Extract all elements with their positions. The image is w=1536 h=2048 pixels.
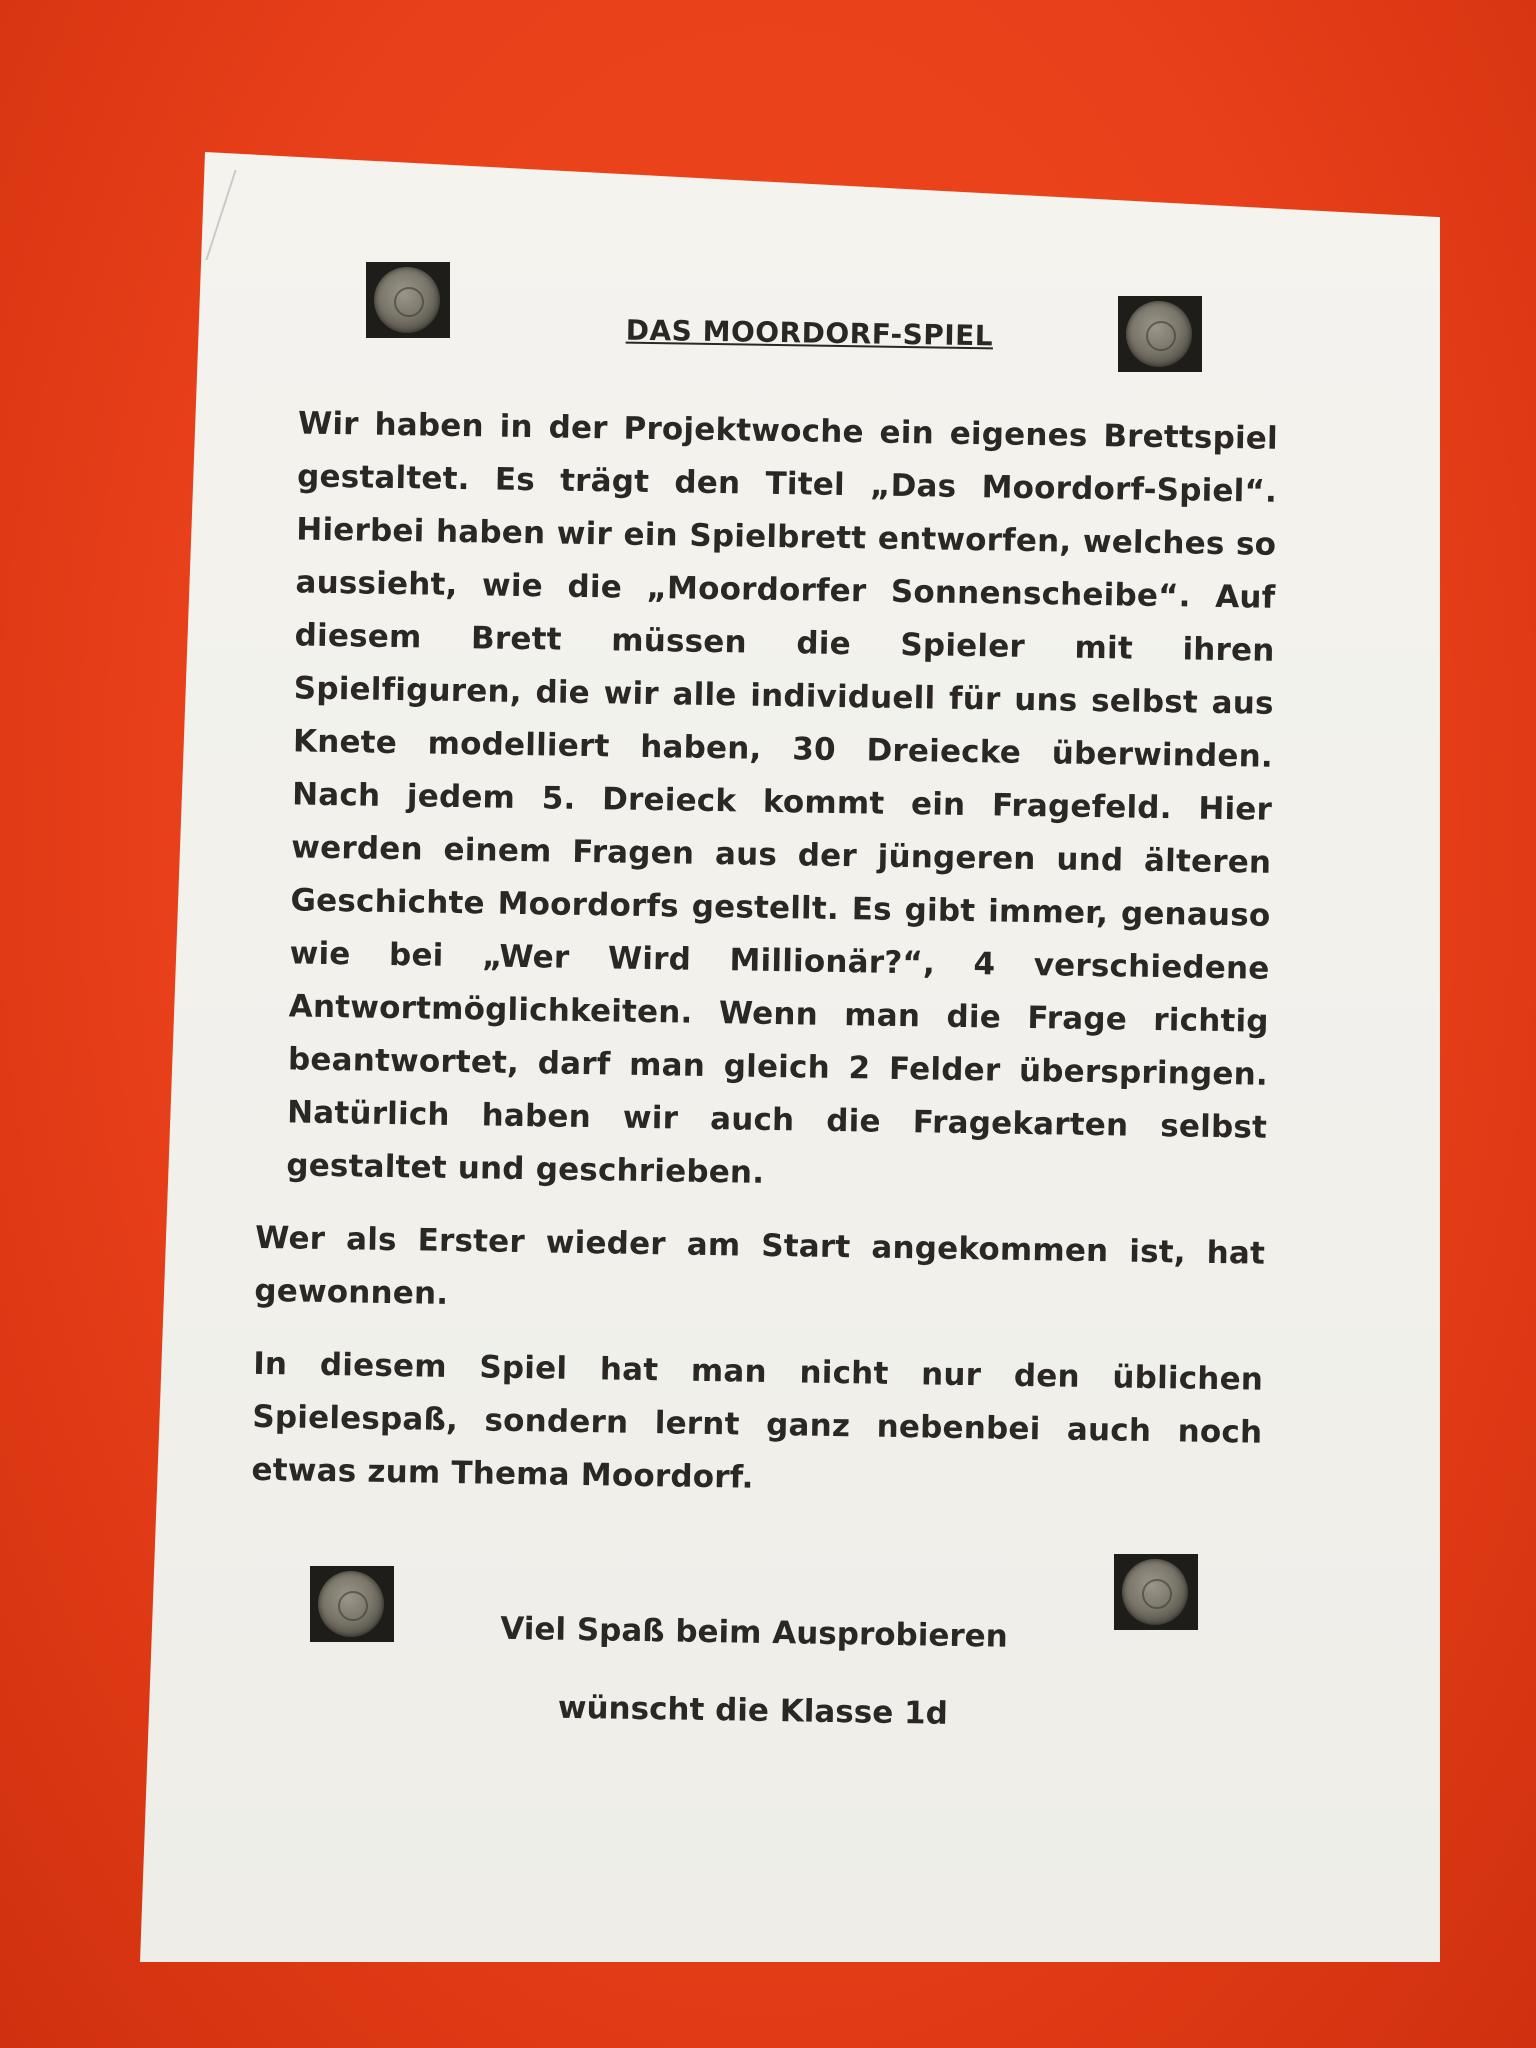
poster-content	[248, 296, 1280, 1739]
paragraph-winner: Wer als Erster wieder am Start angekommen ist, hat gewonnen.	[254, 1219, 1266, 1312]
closing-wish: Viel Spaß beim Ausprobieren	[500, 1610, 1009, 1655]
paragraph-summary: In diesem Spiel hat man nicht nur den üblichen Spielespaß, sondern lernt ganz nebenbei auch noch etwas zum Thema Moordorf.	[251, 1345, 1264, 1496]
paragraph-intro: Wir haben in der Projektwoche ein eigenes Brettspiel gestaltet. Es trägt den Titel „Das Moordorf-Spiel“. Hierbei haben wir ein Spielbrett entworfen, welches so aussieht, wie die „Moordorfer Sonnenscheibe“. Auf diesem Brett müssen die Spieler mit ihren Spielfiguren, die wir alle individuell für uns selbst aus Knete modelliert haben, 30 Dreiecke überwinden. Nach jedem 5. Dreieck kommt ein Fragefeld. Hier werden einem Fragen aus der jüngeren und älteren Geschichte Moordorfs gestellt. Es gibt immer, genauso wie bei „Wer Wird Millionär?“, 4 verschiedene Antwortmöglichkeiten. Wenn man die Frage richtig beantwortet, darf man gleich 2 Felder überspringen. Natürlich haben wir auch die Fragekarten selbst gestaltet und geschrieben.	[286, 405, 1279, 1191]
closing-signature: wünscht die Klasse 1d	[557, 1689, 949, 1732]
poster-title: DAS MOORDORF-SPIEL	[625, 313, 994, 353]
